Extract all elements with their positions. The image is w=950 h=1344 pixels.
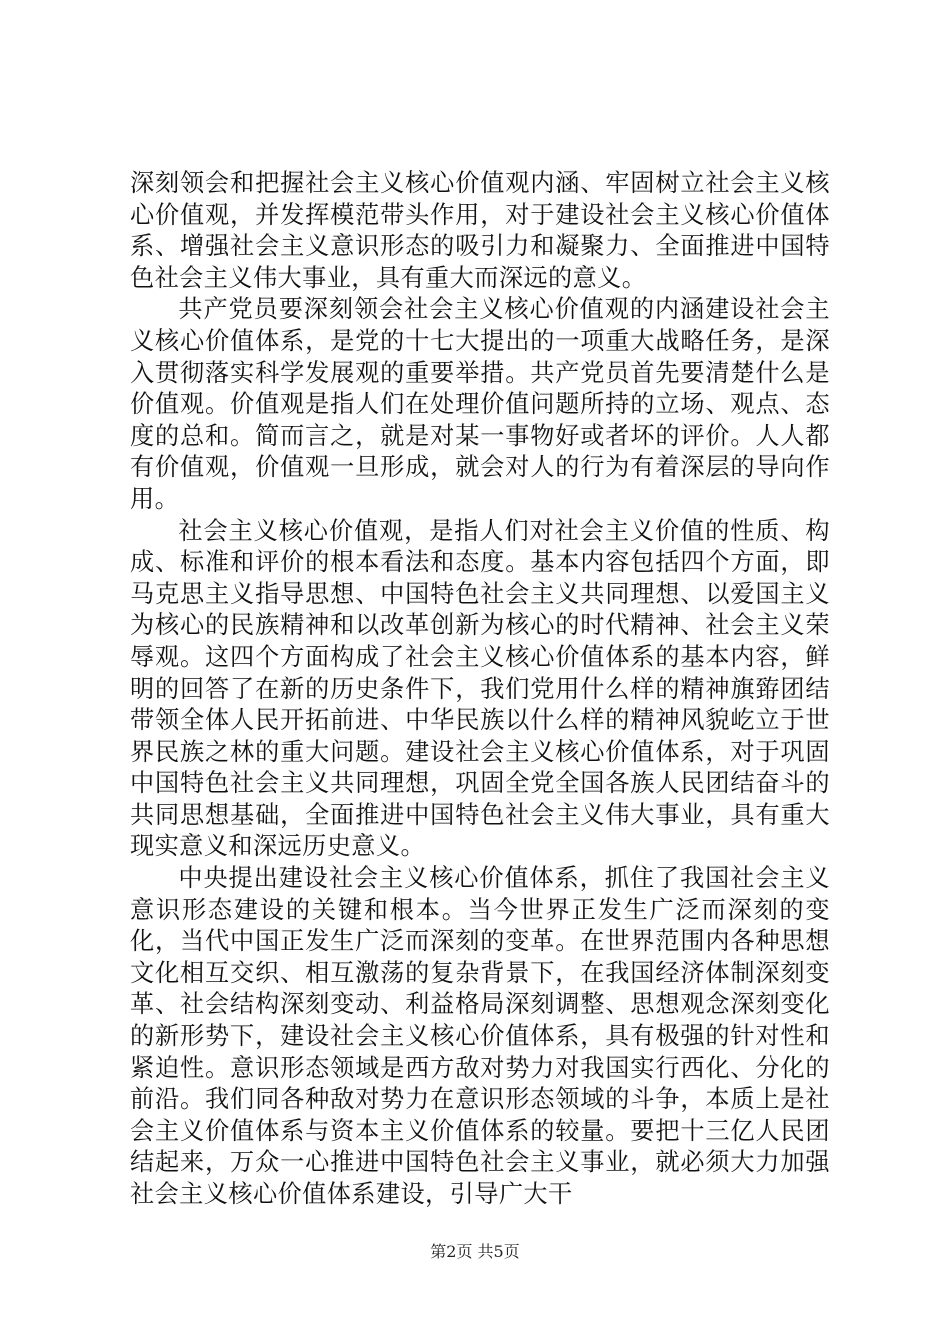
paragraph-2: 共产党员要深刻领会社会主义核心价值观的内涵建设社会主义核心价值体系，是党的十七大提出的一项重大战略任务，是深入贯彻落实科学发展观的重要举措。共产党员首先要清楚什么是价值观。价值观是指人们在处理价值问题所持的立场、观点、态度的总和。简而言之，就是对某一事物好或者坏的评价。人人都有价值观，价值观一旦形成，就会对人的行为有着深层的导向作用。 [130,295,830,513]
page-number-footer: 第2页 共5页 [430,1242,520,1261]
document-body [130,168,830,1211]
paragraph-4: 中央提出建设社会主义核心价值体系，抓住了我国社会主义意识形态建设的关键和根本。当今世界正发生广泛而深刻的变化，当代中国正发生广泛而深刻的变革。在世界范围内各种思想文化相互交织、相互激荡的复杂背景下，在我国经济体制深刻变革、社会结构深刻变动、利益格局深刻调整、思想观念深刻变化的新形势下，建设社会主义核心价值体系，具有极强的针对性和紧迫性。意识形态领域是西方敌对势力对我国实行西化、分化的前沿。我们同各种敌对势力在意识形态领域的斗争，本质上是社会主义价值体系与资本主义价值体系的较量。要把十三亿人民团结起来，万众一心推进中国特色社会主义事业，就必须大力加强社会主义核心价值体系建设，引导广大干 [130,864,830,1208]
paragraph-1: 深刻领会和把握社会主义核心价值观内涵、牢固树立社会主义核心价值观，并发挥模范带头作用，对于建设社会主义核心价值体系、增强社会主义意识形态的吸引力和凝聚力、全面推进中国特色社会主义伟大事业，具有重大而深远的意义。 [130,169,830,292]
paragraph-3: 社会主义核心价值观，是指人们对社会主义价值的性质、构成、标准和评价的根本看法和态度。基本内容包括四个方面，即马克思主义指导思想、中国特色社会主义共同理想、以爱国主义为核心的民族精神和以改革创新为核心的时代精神、社会主义荣辱观。这四个方面构成了社会主义核心价值体系的基本内容，鲜明的回答了在新的历史条件下，我们党用什么样的精神旗臶团结带领全体人民开拓前进、中华民族以什么样的精神风貌屹立于世界民族之林的重大问题。建设社会主义核心价值体系，对于巩固中国特色社会主义共同理想，巩固全党全国各族人民团结奋斗的共同思想基础，全面推进中国特色社会主义伟大事业，具有重大现实意义和深远历史意义。 [130,516,830,861]
